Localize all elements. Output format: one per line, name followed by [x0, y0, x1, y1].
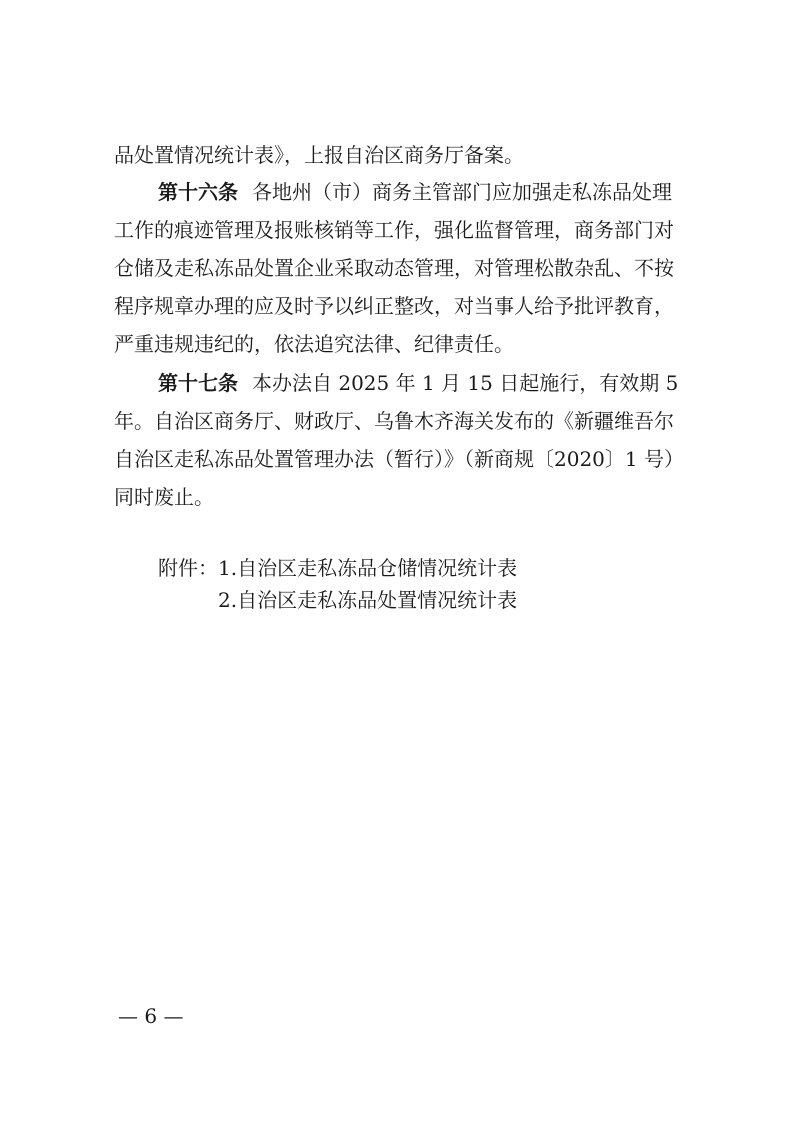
- page-number: — 6 —: [118, 1004, 184, 1028]
- article-16-first-line: [158, 178, 672, 206]
- article-17-line-2: 年。自治区商务厅、财政厅、乌鲁木齐海关发布的《新疆维吾尔: [114, 409, 674, 433]
- article-16-line-2: 工作的痕迹管理及报账核销等工作，强化监督管理，商务部门对: [114, 218, 674, 242]
- article-17-first-line: [158, 369, 678, 397]
- article-17-line-4: 同时废止。: [114, 485, 214, 509]
- attachments-line-1: [158, 554, 517, 582]
- attachment-item-2: 2.自治区走私冻品处置情况统计表: [218, 588, 518, 612]
- paragraph-line: 品处置情况统计表》，上报自治区商务厅备案。: [114, 143, 524, 167]
- attachment-item-1: 1.自治区走私冻品仓储情况统计表: [218, 556, 518, 580]
- article-16-line-3: 仓储及走私冻品处置企业采取动态管理，对管理松散杂乱、不按: [114, 256, 674, 280]
- article-16-line-5: 严重违规违纪的，依法追究法律、纪律责任。: [114, 332, 514, 356]
- article-16-heading: 第十六条: [158, 180, 238, 204]
- article-17-heading: 第十七条: [158, 371, 238, 395]
- attachments-label: 附件：: [158, 556, 218, 580]
- article-16-line-4: 程序规章办理的应及时予以纠正整改，对当事人给予批评教育，: [114, 294, 674, 318]
- article-17-line-3: 自治区走私冻品处置管理办法（暂行）》（新商规〔2020〕1 号）: [114, 447, 684, 471]
- article-17-text: 本办法自 2025 年 1 月 15 日起施行，有效期 5: [252, 371, 679, 395]
- article-16-text: 各地州（市）商务主管部门应加强走私冻品处理: [252, 180, 672, 204]
